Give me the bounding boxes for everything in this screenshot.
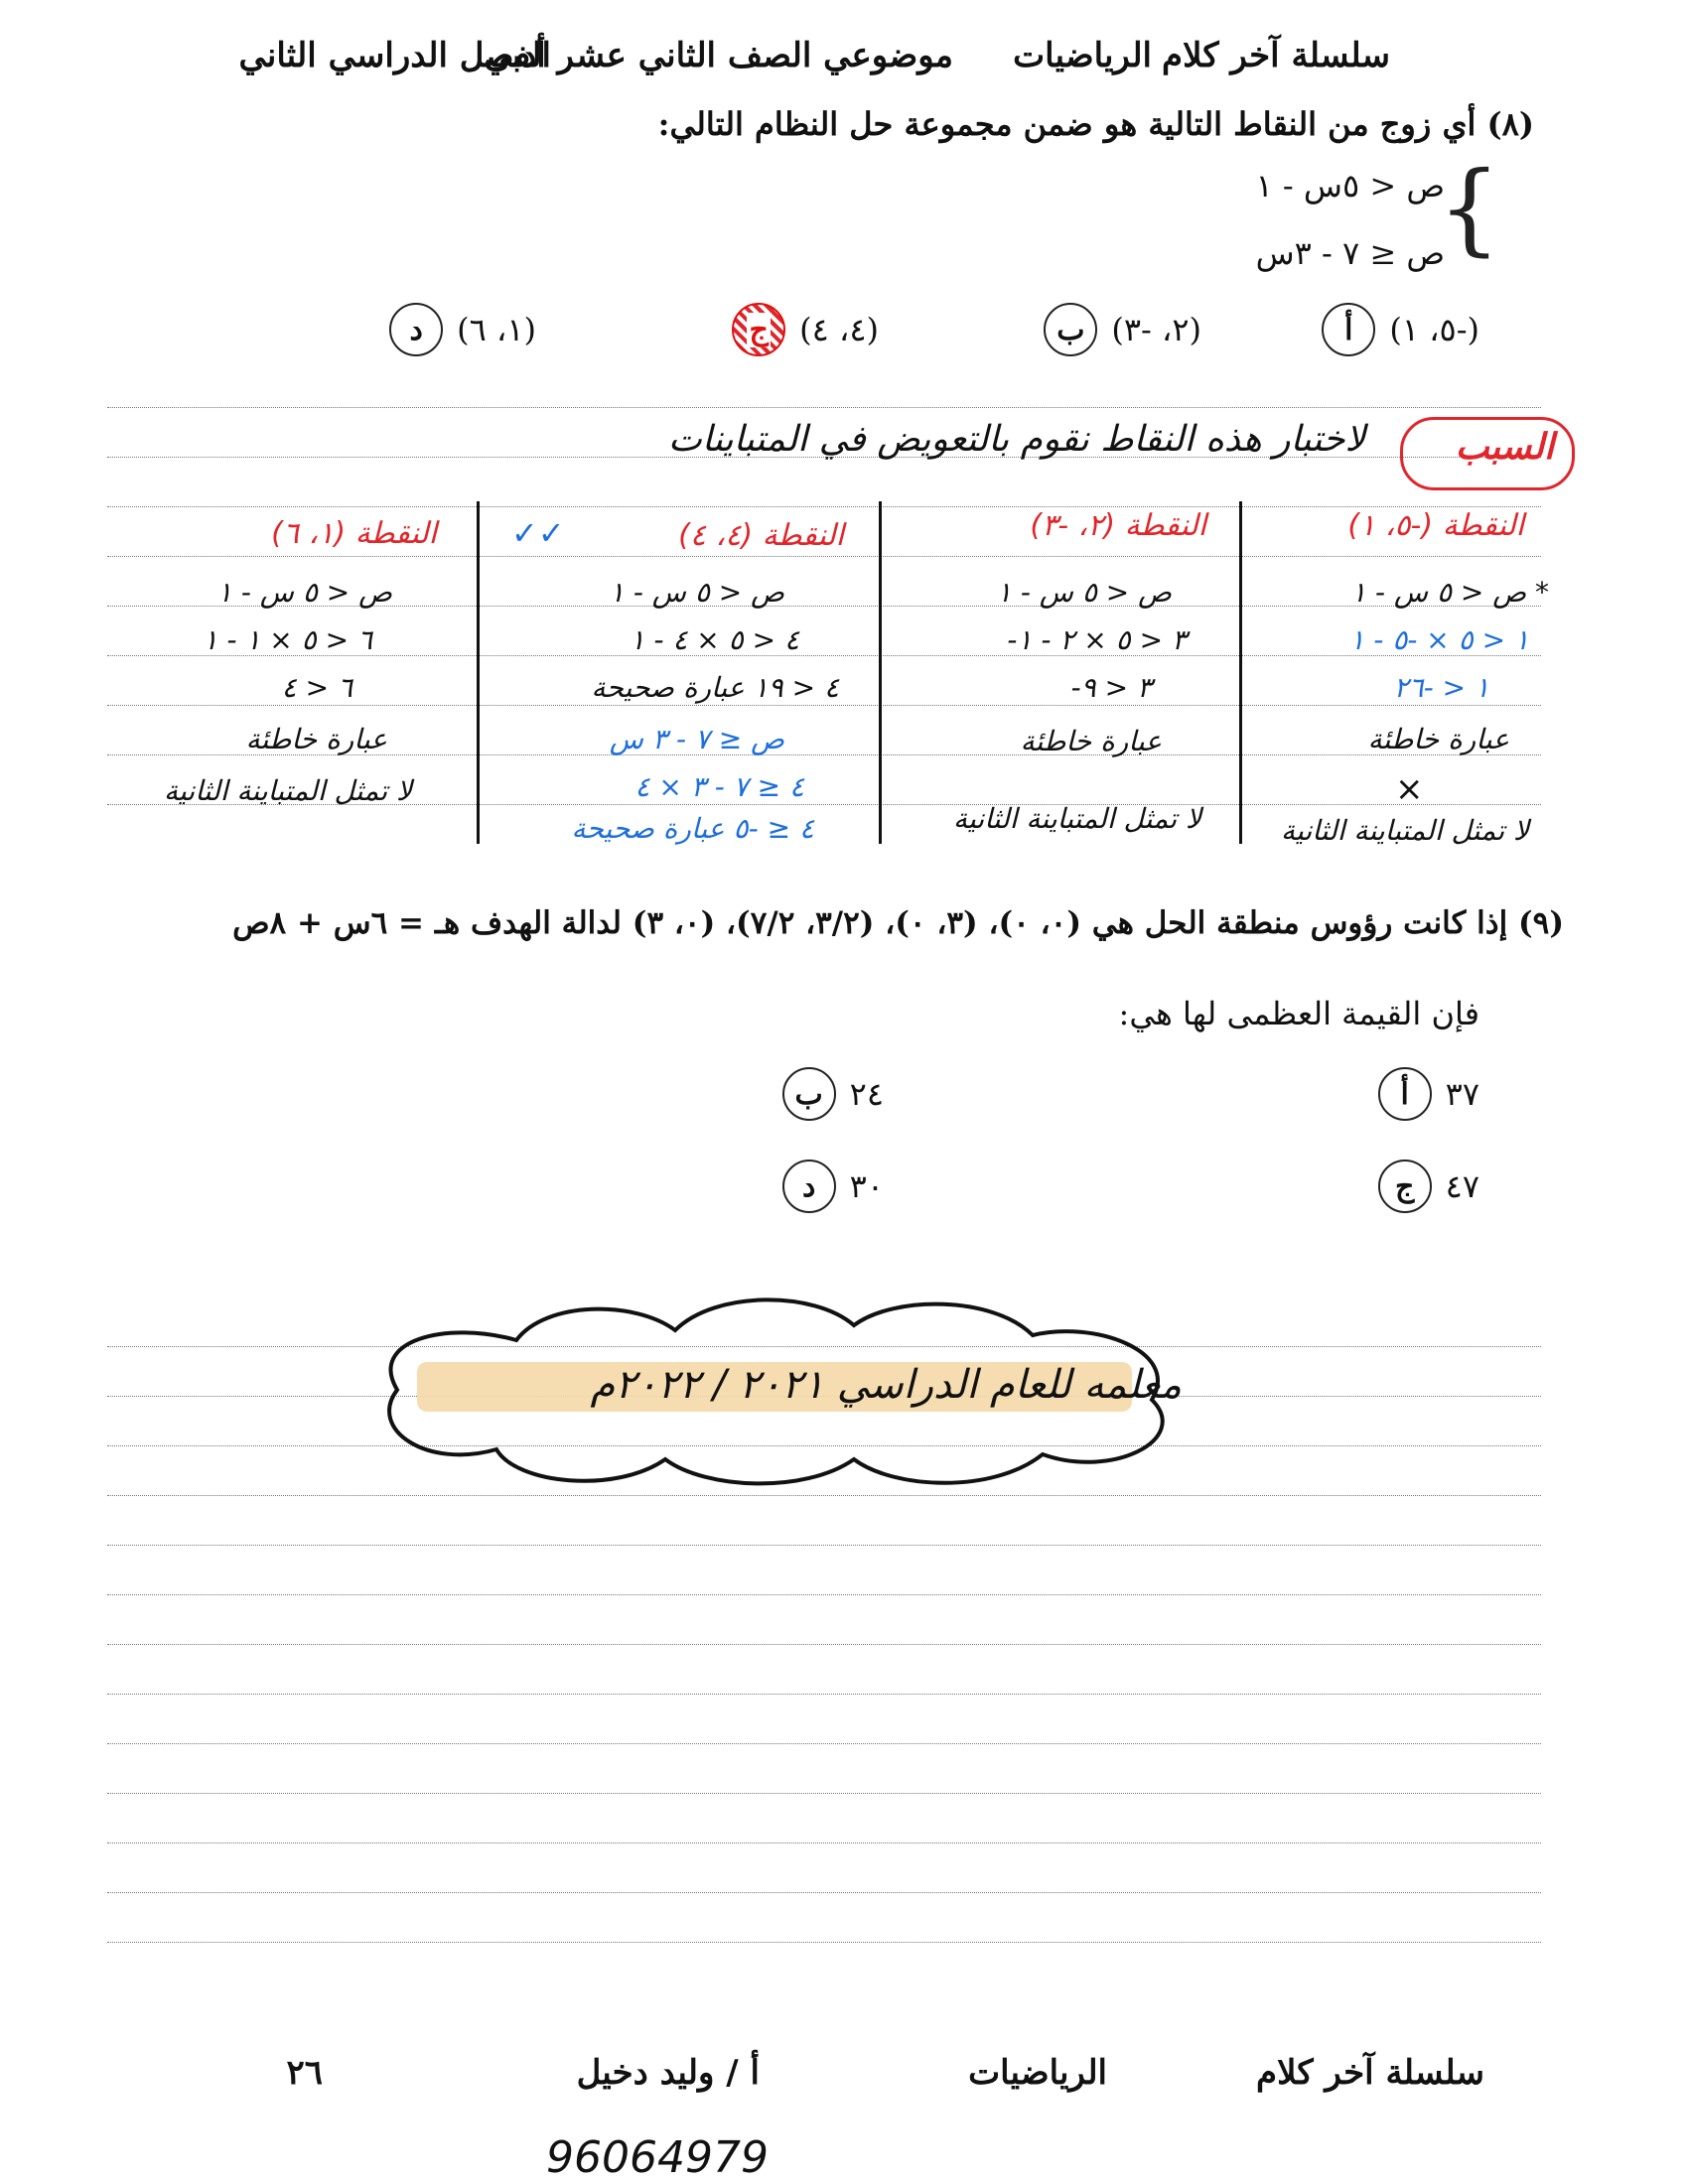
option-letter-circle: د xyxy=(782,1160,836,1213)
ruled-line xyxy=(107,556,1541,557)
q9-option-b[interactable] xyxy=(782,1067,884,1121)
point-heading: النقطة (-٥، ١) xyxy=(1347,508,1524,543)
work-line: ١ < ٥ × -٥ - ١ xyxy=(1349,623,1529,656)
footer-subject: الرياضيات xyxy=(968,2053,1107,2093)
option-letter-circle: أ xyxy=(1378,1067,1432,1121)
system-brace: { xyxy=(1438,150,1501,266)
work-line: ٤ ≤ -٥ عبارة صحيحة xyxy=(571,812,814,845)
column-divider xyxy=(477,501,480,844)
option-value: ٢٤ xyxy=(849,1075,884,1113)
q8-option-b[interactable] xyxy=(1044,303,1201,356)
work-line: لا تمثل المتباينة الثانية xyxy=(163,774,412,807)
q9-option-c[interactable] xyxy=(1378,1160,1479,1213)
work-line: * ص < ٥ س - ١ xyxy=(1350,576,1549,609)
q8-option-c[interactable] xyxy=(732,303,879,356)
q8-inequality-1: ص < ٥س - ١ xyxy=(1255,167,1445,205)
page-number: ٢٦ xyxy=(286,2053,323,2093)
work-line: ١ < -٢٦ xyxy=(1393,671,1489,704)
work-line: عبارة خاطئة xyxy=(1367,723,1509,755)
q8-option-a[interactable] xyxy=(1322,303,1479,356)
work-line: ص < ٥ س - ١ xyxy=(609,576,784,609)
option-value: (٤، ٤) xyxy=(799,311,879,348)
work-line: لا تمثل المتباينة الثانية xyxy=(1280,814,1530,847)
work-line: -٣ < ٩ xyxy=(1070,671,1152,704)
q8-option-d[interactable] xyxy=(389,303,536,356)
check-icon: ✓✓ xyxy=(511,514,565,552)
header-topic: موضوعي الصف الثاني عشر أدبي xyxy=(484,36,953,75)
footer-teacher: أ / وليد دخيل xyxy=(576,2053,760,2093)
ruled-line xyxy=(107,407,1541,408)
footer-phone: 96064979 xyxy=(546,2132,769,2183)
option-letter-circle: أ xyxy=(1322,303,1375,356)
ruled-line xyxy=(107,506,1541,507)
work-line: ٦ < ٤ xyxy=(281,671,352,704)
q9-option-d[interactable] xyxy=(782,1160,884,1213)
header-series: سلسلة آخر كلام xyxy=(1162,36,1390,75)
option-value: ٣٠ xyxy=(849,1167,884,1205)
work-line: ٤ < ١٩ عبارة صحيحة xyxy=(591,671,839,704)
q8-inequality-2: ص ≤ ٧ - ٣س xyxy=(1255,234,1445,272)
ruled-line xyxy=(107,1892,1541,1893)
header-subject: الرياضيات xyxy=(1013,36,1152,75)
option-letter-circle: ب xyxy=(782,1067,836,1121)
work-line: ص < ٥ س - ١ xyxy=(996,576,1172,609)
ruled-line xyxy=(107,1694,1541,1695)
ruled-line xyxy=(107,1942,1541,1943)
option-value: (١، ٦) xyxy=(457,311,536,348)
reason-text: لاختبار هذه النقاط نقوم بالتعويض في المتباينات xyxy=(667,419,1365,460)
point-heading: النقطة (٢، -٣) xyxy=(1030,508,1206,543)
work-line: ٤ ≤ ٧ - ٣ × ٤ xyxy=(634,770,804,803)
work-line: ص < ٥ س - ١ xyxy=(216,576,392,609)
work-line: عبارة خاطئة xyxy=(1020,725,1162,757)
work-line: عبارة خاطئة xyxy=(245,723,387,755)
point-heading: النقطة (٤، ٤) xyxy=(678,518,844,553)
q9-prompt: (٩) إذا كانت رؤوس منطقة الحل هي (٠، ٠)، (٣، ٠)، (٣/٢، ٧/٢)، (٠، ٣) لدالة الهدف هـ = ٦س + ٨ص xyxy=(232,905,1564,941)
option-letter-circle: ب xyxy=(1044,303,1097,356)
cross-mark: × xyxy=(1395,769,1424,809)
ruled-line xyxy=(107,1545,1541,1546)
reason-label: السبب xyxy=(1455,427,1554,468)
option-letter-circle: د xyxy=(389,303,443,356)
ruled-line xyxy=(107,1743,1541,1744)
ruled-line xyxy=(107,1793,1541,1794)
ruled-line xyxy=(107,1644,1541,1645)
work-line: -٣ < ٥ × ٢ - ١ xyxy=(1007,623,1187,656)
ruled-line xyxy=(107,705,1541,706)
work-line: ٦ < ٥ × ١ - ١ xyxy=(203,623,372,656)
option-letter-circle: ج xyxy=(1378,1160,1432,1213)
option-value: ٣٧ xyxy=(1445,1075,1479,1113)
option-value: (٢، -٣) xyxy=(1111,311,1201,348)
option-letter: ج xyxy=(749,312,769,347)
option-letter-circle-selected xyxy=(732,303,785,356)
column-divider xyxy=(879,501,882,844)
note-text: معلمه للعام الدراسي ٢٠٢١ / ٢٠٢٢م xyxy=(590,1362,1182,1408)
q9-option-a[interactable] xyxy=(1378,1067,1479,1121)
ruled-line xyxy=(107,1594,1541,1595)
column-divider xyxy=(1239,501,1242,844)
work-line: ٤ < ٥ × ٤ - ١ xyxy=(630,623,799,656)
work-line: ص ≤ ٧ - ٣ س xyxy=(609,723,784,755)
footer-series: سلسلة آخر كلام xyxy=(1256,2053,1484,2093)
option-value: (-٥، ١) xyxy=(1389,311,1479,348)
q8-prompt: (٨) أي زوج من النقاط التالية هو ضمن مجموعة حل النظام التالي: xyxy=(657,105,1534,143)
work-line: لا تمثل المتباينة الثانية xyxy=(952,802,1201,835)
option-value: ٤٧ xyxy=(1445,1167,1479,1205)
q9-prompt-continued: فإن القيمة العظمى لها هي: xyxy=(1118,995,1479,1032)
point-heading: النقطة (١، ٦) xyxy=(271,516,437,551)
header-term: الفصل الدراسي الثاني xyxy=(238,36,551,75)
